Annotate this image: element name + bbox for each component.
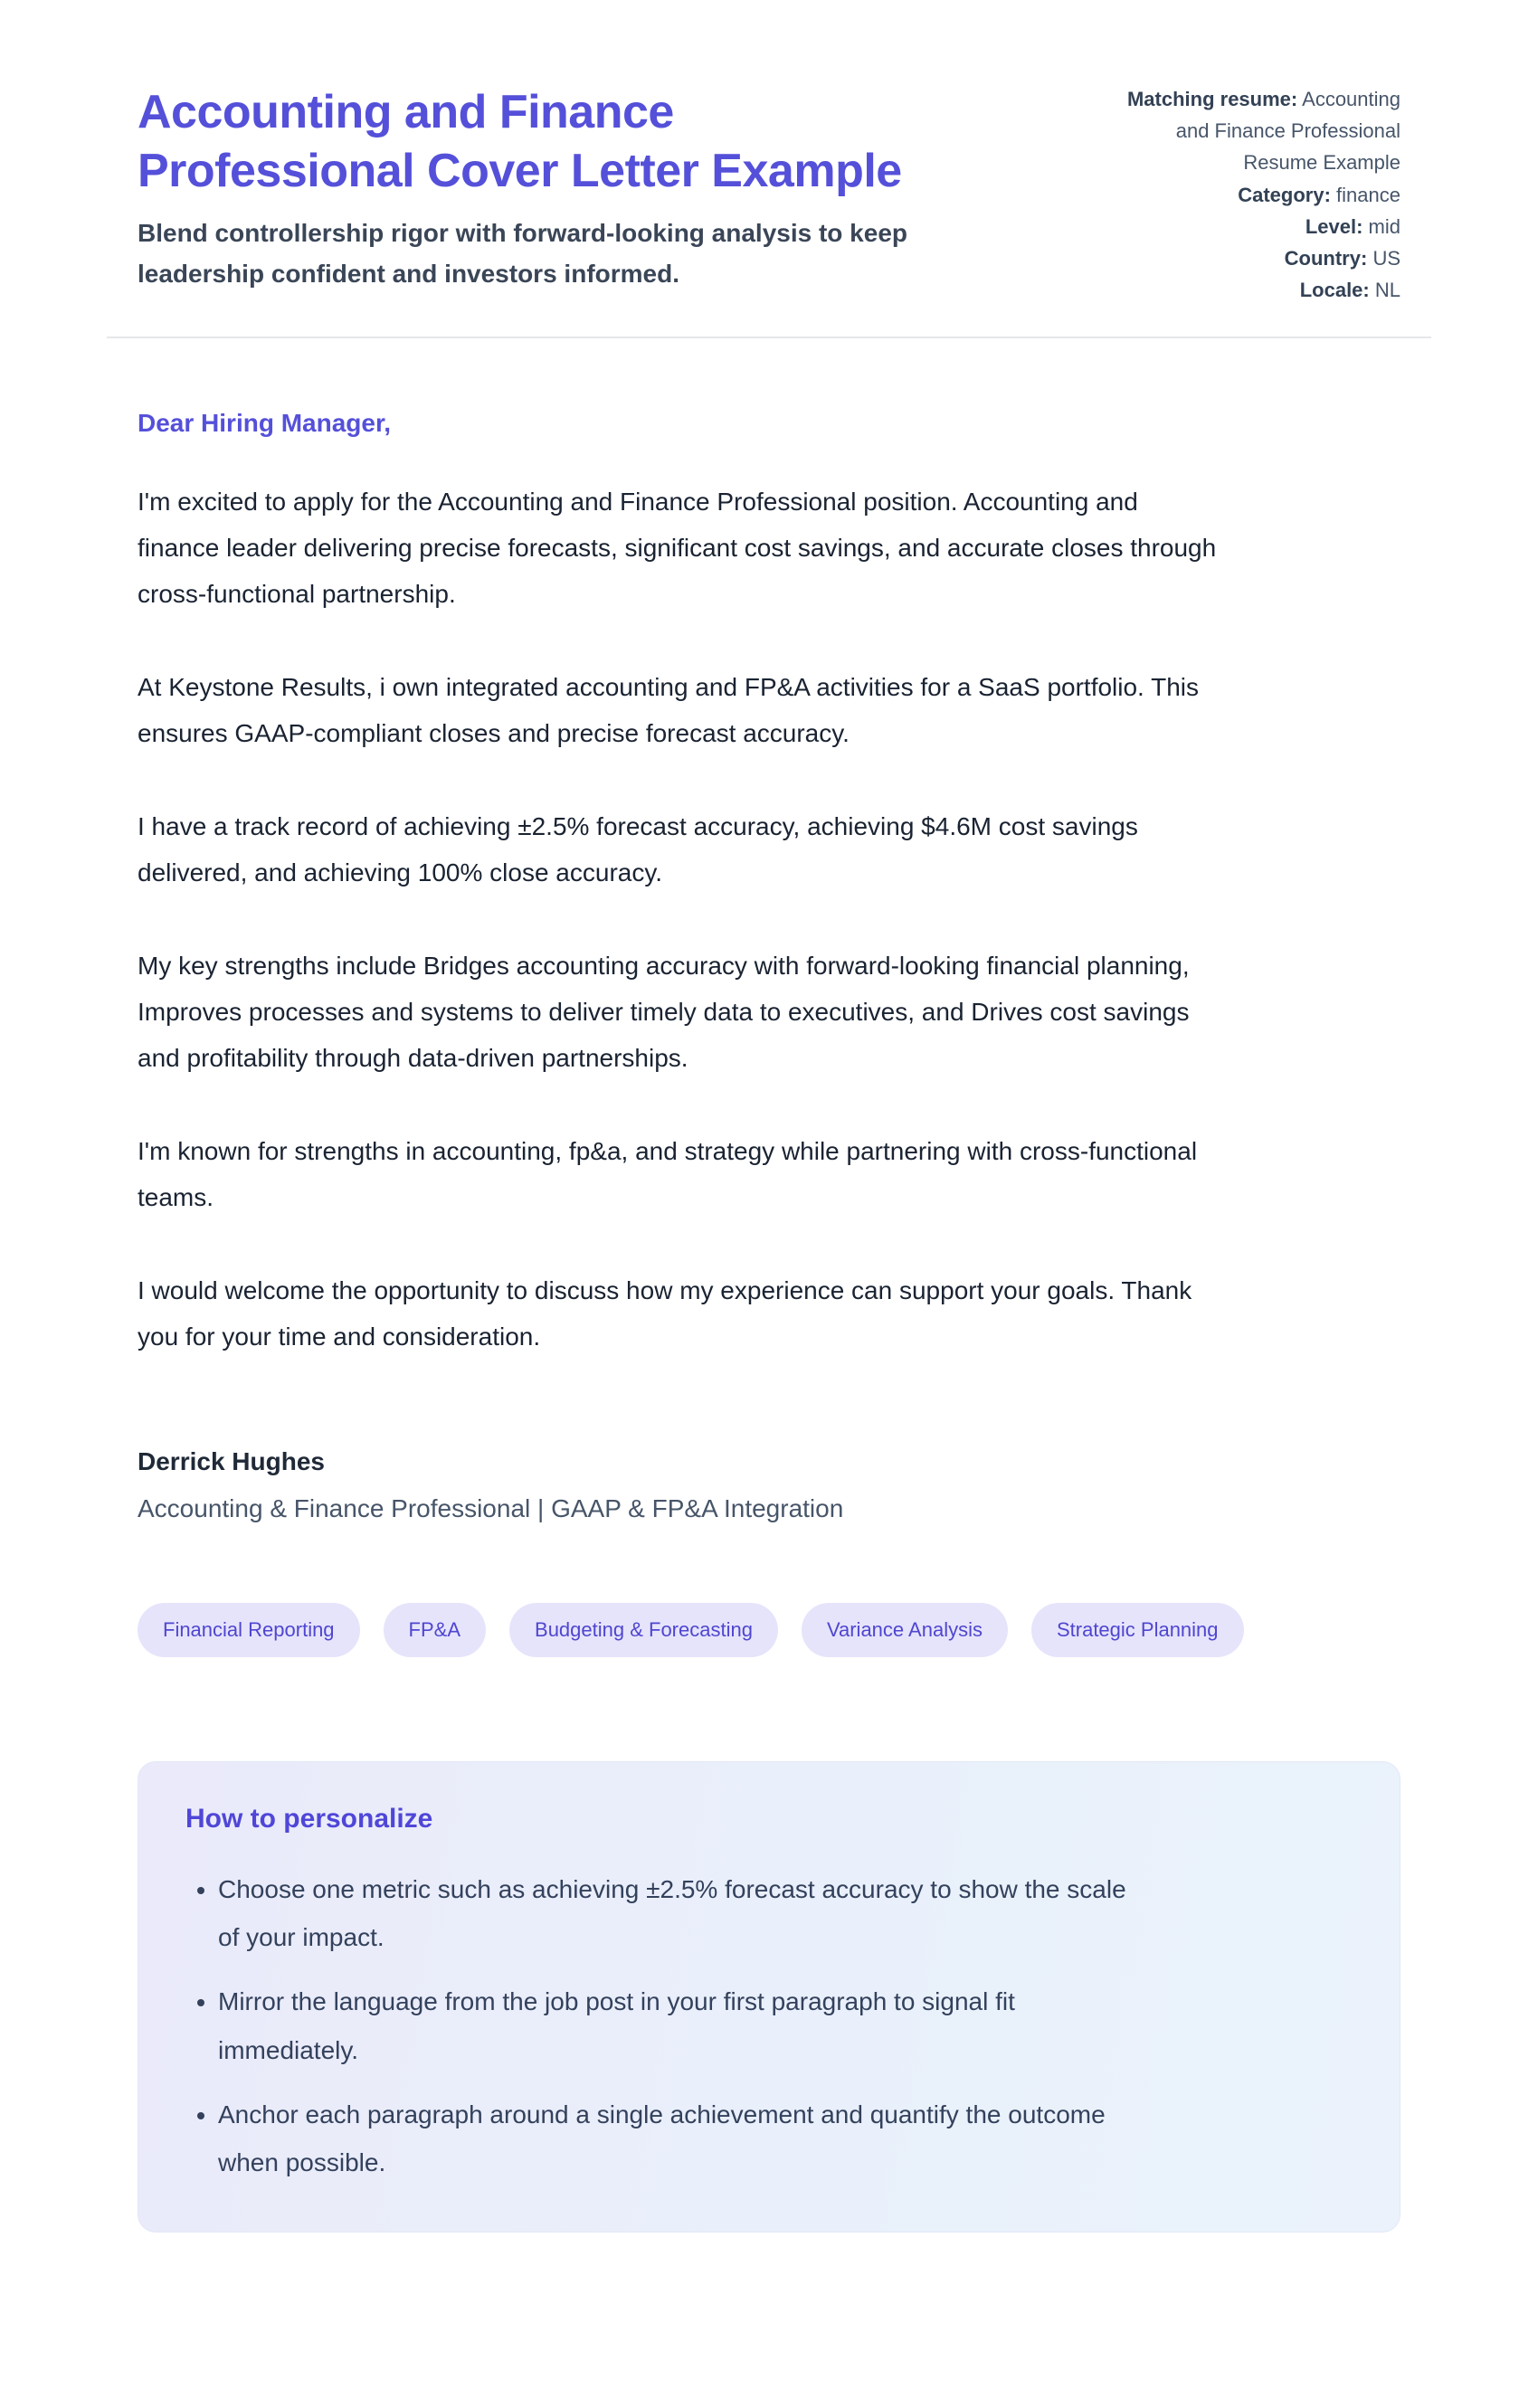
- page-header: [138, 83, 1400, 306]
- meta-value: Accounting and Finance Professional Resume Example: [1175, 88, 1400, 175]
- skill-tag-pill[interactable]: FP&A: [384, 1603, 486, 1657]
- signature-name: Derrick Hughes: [138, 1446, 325, 1475]
- tips-item: • Mirror the language from the job post in your first paragraph to signal fit immediately.: [218, 1977, 1126, 2073]
- page-title: Accounting and Finance Professional Cover Letter Example: [138, 86, 902, 197]
- tips-item: • Choose one metric such as achieving ±2.5% forecast accuracy to show the scale of your impact.: [218, 1865, 1126, 1961]
- meta-label: Matching resume:: [1126, 88, 1298, 110]
- meta-row: [1102, 179, 1400, 211]
- salutation: Dear Hiring Manager,: [138, 409, 392, 438]
- skill-tag-pill[interactable]: Strategic Planning: [1031, 1603, 1244, 1657]
- letter-paragraph: I'm excited to apply for the Accounting and Finance Professional position. Accounting and finance leader delivering precise forecasts, significant cost savings, and accurate closes through cross-functional partnership.: [138, 488, 1217, 609]
- meta-value: US: [1372, 246, 1400, 270]
- meta-row: [1102, 274, 1400, 306]
- meta-value: NL: [1374, 279, 1400, 302]
- meta-row: [1102, 211, 1400, 242]
- letter-paragraph: I'm known for strengths in accounting, fp&a, and strategy while partnering with cross-functional teams.: [138, 1136, 1198, 1211]
- letter-paragraph: I would welcome the opportunity to discuss how my experience can support your goals. Thank you for your time and consideration.: [138, 1275, 1192, 1351]
- resume-meta-list: [1102, 83, 1400, 306]
- meta-row: [1102, 83, 1400, 179]
- meta-label: Level:: [1305, 214, 1363, 238]
- tips-list: [185, 1865, 1126, 2186]
- page-subtitle: Blend controllership rigor with forward-looking analysis to keep leadership confident and investors informed.: [138, 219, 908, 288]
- signature-block: [138, 1447, 1400, 1523]
- letter-paragraphs: [138, 479, 1400, 1360]
- skill-tag-pill[interactable]: Financial Reporting: [138, 1603, 360, 1657]
- meta-row: [1102, 242, 1400, 274]
- meta-value: finance: [1336, 183, 1400, 206]
- meta-label: Country:: [1284, 246, 1368, 270]
- tips-title: How to personalize: [185, 1804, 433, 1834]
- letter-paragraph: At Keystone Results, i own integrated accounting and FP&A activities for a SaaS portfolio. This ensures GAAP-compliant closes and precise forecast accuracy.: [138, 673, 1200, 748]
- skill-tag-pill[interactable]: Variance Analysis: [802, 1603, 1008, 1657]
- letter-paragraph: I have a track record of achieving ±2.5% forecast accuracy, achieving $4.6M cost savings delivered, and achieving 100% close accuracy.: [138, 812, 1138, 887]
- skill-tags-list: [138, 1603, 1400, 1657]
- how-to-personalize-card: [138, 1761, 1400, 2233]
- tips-item: • Anchor each paragraph around a single achievement and quantify the outcome when possible.: [218, 2090, 1126, 2186]
- meta-value: mid: [1368, 214, 1400, 238]
- skill-tag-pill[interactable]: Budgeting & Forecasting: [509, 1603, 778, 1657]
- signature-role: Accounting & Finance Professional | GAAP & FP&A Integration: [138, 1493, 844, 1522]
- letter-body: [138, 409, 1400, 1522]
- header-title-block: [138, 83, 934, 295]
- meta-label: Category:: [1238, 183, 1331, 206]
- header-divider: [107, 337, 1431, 338]
- meta-label: Locale:: [1299, 279, 1370, 302]
- letter-paragraph: My key strengths include Bridges accounting accuracy with forward-looking financial planning, Improves processes and systems to deliver timely data to executives, and Drives cost savings and profitability through data-driven partnerships.: [138, 951, 1190, 1072]
